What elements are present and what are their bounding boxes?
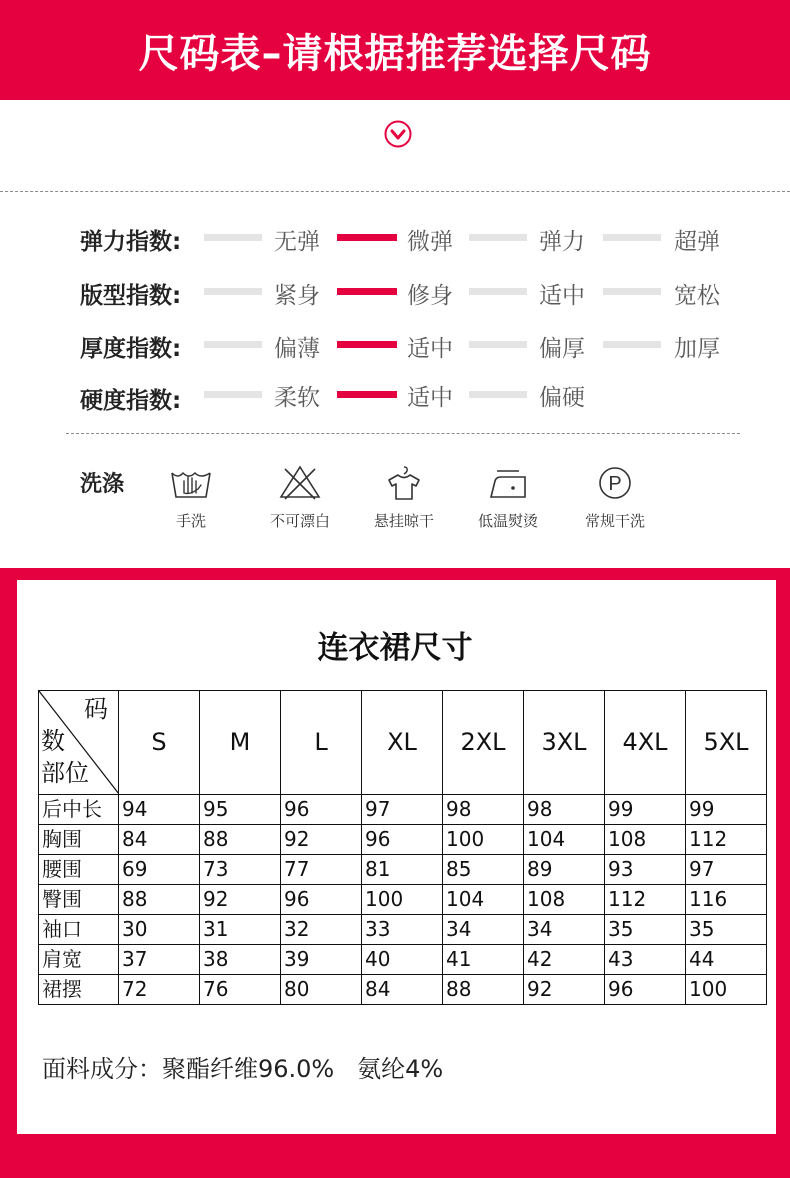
option-label: 适中 [539, 283, 585, 309]
size-header: XL [362, 691, 443, 795]
level-bar [603, 234, 661, 241]
level-bar [204, 288, 262, 295]
value-cell: 37 [119, 945, 200, 975]
size-header-row [39, 691, 767, 795]
value-cell: 98 [524, 795, 605, 825]
option-label: 弹力 [539, 229, 585, 255]
option-label-selected: 适中 [407, 336, 453, 362]
option-label: 无弹 [274, 229, 320, 255]
level-bar-selected [337, 234, 397, 241]
value-cell: 42 [524, 945, 605, 975]
value-cell: 98 [443, 795, 524, 825]
table-row [39, 825, 767, 855]
part-cell: 臀围 [39, 885, 119, 915]
value-cell: 116 [686, 885, 767, 915]
value-cell: 41 [443, 945, 524, 975]
option-label-selected: 适中 [407, 385, 453, 411]
value-cell: 94 [119, 795, 200, 825]
part-cell: 裙摆 [39, 975, 119, 1005]
corner-cell [39, 691, 119, 795]
size-header: 5XL [686, 691, 767, 795]
attribute-label: 厚度指数: [80, 336, 182, 362]
value-cell: 88 [119, 885, 200, 915]
value-cell: 92 [200, 885, 281, 915]
size-header: M [200, 691, 281, 795]
care-text: 低温熨烫 [477, 512, 538, 530]
care-text: 不可漂白 [269, 512, 330, 530]
value-cell: 92 [281, 825, 362, 855]
size-header: 4XL [605, 691, 686, 795]
fabric-composition: 面料成分：聚酯纤维96.0% 氨纶4% [42, 1055, 444, 1083]
value-cell: 72 [119, 975, 200, 1005]
value-cell: 34 [524, 915, 605, 945]
value-cell: 84 [119, 825, 200, 855]
value-cell: 104 [443, 885, 524, 915]
attribute-label: 弹力指数: [80, 229, 182, 255]
table-row [39, 795, 767, 825]
level-bar [204, 341, 262, 348]
level-bar [603, 341, 661, 348]
level-bar [469, 391, 527, 398]
value-cell: 96 [362, 825, 443, 855]
value-cell: 69 [119, 855, 200, 885]
value-cell: 108 [605, 825, 686, 855]
care-label: 洗涤 [80, 472, 125, 497]
level-bar [204, 234, 262, 241]
value-cell: 96 [605, 975, 686, 1005]
option-label: 宽松 [674, 283, 720, 309]
chevron-down-circle-icon [383, 119, 413, 149]
hand-wash-icon [168, 463, 214, 503]
attribute-label: 版型指数: [80, 283, 182, 309]
value-cell: 39 [281, 945, 362, 975]
divider-middle [66, 433, 740, 434]
table-row [39, 975, 767, 1005]
hang-dry-icon [381, 463, 427, 503]
option-label: 紧身 [274, 283, 320, 309]
value-cell: 104 [524, 825, 605, 855]
value-cell: 40 [362, 945, 443, 975]
part-cell: 肩宽 [39, 945, 119, 975]
size-header: L [281, 691, 362, 795]
low-iron-icon [485, 463, 531, 503]
value-cell: 112 [605, 885, 686, 915]
value-cell: 89 [524, 855, 605, 885]
table-row [39, 885, 767, 915]
part-cell: 袖口 [39, 915, 119, 945]
divider-top [0, 191, 790, 192]
value-cell: 99 [605, 795, 686, 825]
care-text: 悬挂晾干 [373, 512, 434, 530]
option-label: 超弹 [674, 229, 720, 255]
size-table [38, 690, 767, 1005]
option-label: 加厚 [674, 336, 720, 362]
value-cell: 44 [686, 945, 767, 975]
value-cell: 77 [281, 855, 362, 885]
option-label: 偏厚 [539, 336, 585, 362]
size-header: S [119, 691, 200, 795]
option-label-selected: 微弹 [407, 229, 453, 255]
value-cell: 100 [443, 825, 524, 855]
value-cell: 95 [200, 795, 281, 825]
care-text: 手洗 [175, 512, 206, 530]
size-table-title: 连衣裙尺寸 [317, 630, 473, 666]
value-cell: 73 [200, 855, 281, 885]
value-cell: 97 [686, 855, 767, 885]
corner-label-size: 码 [84, 695, 108, 723]
attribute-label: 硬度指数: [80, 388, 182, 414]
level-bar [603, 288, 661, 295]
value-cell: 99 [686, 795, 767, 825]
level-bar-selected [337, 288, 397, 295]
size-header: 3XL [524, 691, 605, 795]
value-cell: 31 [200, 915, 281, 945]
option-label: 偏薄 [274, 336, 320, 362]
care-text: 常规干洗 [584, 512, 645, 530]
value-cell: 108 [524, 885, 605, 915]
value-cell: 100 [686, 975, 767, 1005]
do-not-bleach-icon [277, 463, 323, 503]
table-row [39, 915, 767, 945]
header-banner [0, 0, 790, 100]
level-bar [469, 288, 527, 295]
part-cell: 腰围 [39, 855, 119, 885]
value-cell: 92 [524, 975, 605, 1005]
value-cell: 43 [605, 945, 686, 975]
part-cell: 胸围 [39, 825, 119, 855]
value-cell: 96 [281, 885, 362, 915]
value-cell: 84 [362, 975, 443, 1005]
value-cell: 30 [119, 915, 200, 945]
level-bar [469, 234, 527, 241]
value-cell: 33 [362, 915, 443, 945]
corner-label-number: 数 [41, 727, 65, 755]
size-header: 2XL [443, 691, 524, 795]
option-label-selected: 修身 [407, 283, 453, 309]
value-cell: 76 [200, 975, 281, 1005]
value-cell: 85 [443, 855, 524, 885]
value-cell: 80 [281, 975, 362, 1005]
value-cell: 34 [443, 915, 524, 945]
value-cell: 93 [605, 855, 686, 885]
svg-text:P: P [608, 473, 622, 495]
option-label: 偏硬 [539, 385, 585, 411]
value-cell: 35 [605, 915, 686, 945]
value-cell: 38 [200, 945, 281, 975]
value-cell: 88 [443, 975, 524, 1005]
page-title: 尺码表–请根据推荐选择尺码 [138, 31, 652, 77]
level-bar-selected [337, 391, 397, 398]
value-cell: 97 [362, 795, 443, 825]
table-row [39, 855, 767, 885]
dry-clean-icon [592, 463, 638, 503]
value-cell: 112 [686, 825, 767, 855]
corner-label-part: 部位 [41, 759, 89, 787]
part-cell: 后中长 [39, 795, 119, 825]
value-cell: 88 [200, 825, 281, 855]
value-cell: 100 [362, 885, 443, 915]
table-row [39, 945, 767, 975]
level-bar [204, 391, 262, 398]
value-cell: 35 [686, 915, 767, 945]
value-cell: 81 [362, 855, 443, 885]
level-bar [469, 341, 527, 348]
value-cell: 32 [281, 915, 362, 945]
level-bar-selected [337, 341, 397, 348]
option-label: 柔软 [274, 385, 320, 411]
value-cell: 96 [281, 795, 362, 825]
